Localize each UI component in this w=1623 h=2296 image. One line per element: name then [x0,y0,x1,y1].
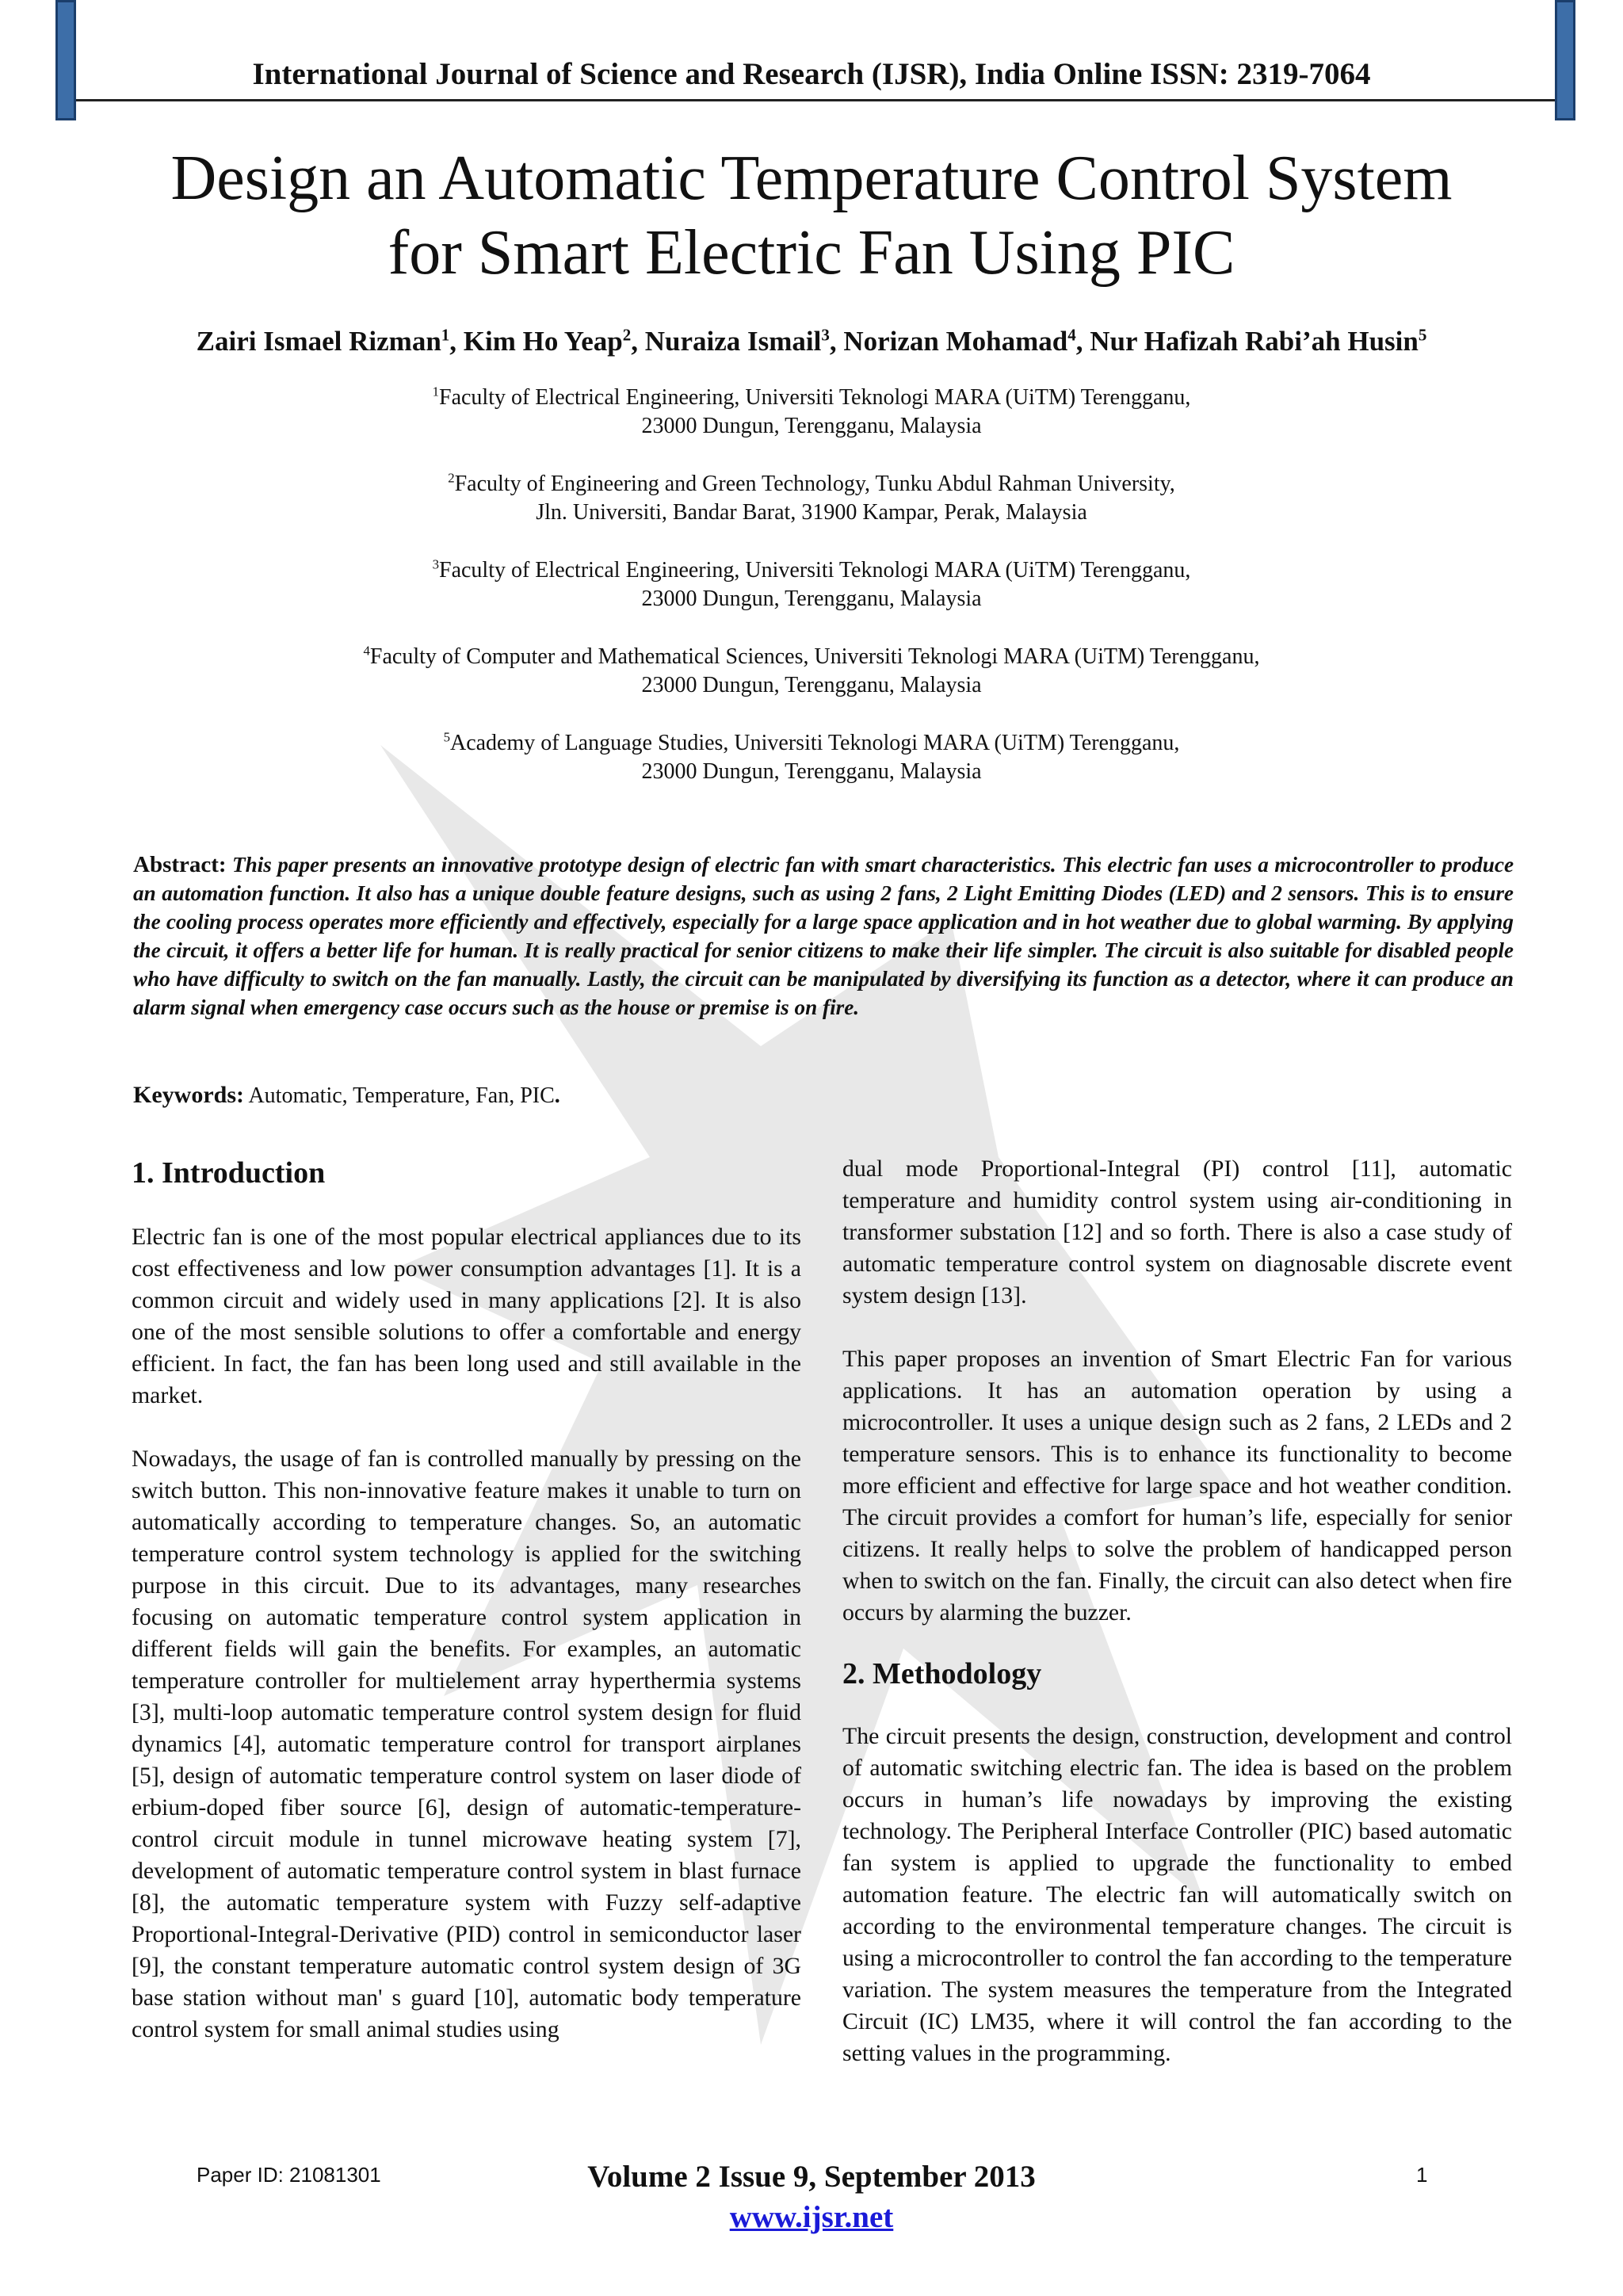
left-column [132,1153,801,2046]
keywords-text: Automatic, Temperature, Fan, PIC [248,1083,555,1108]
paragraph: This paper proposes an invention of Smart Electric Fan for various applications. It has an automation operation by using a microcontroller. It uses a unique design such as 2 fans, 2 LEDs and 2 temperature sensors. This is to enhance its functionality to become more efficient and effective for large space and hot weather condition. The circuit provides a comfort for human’s life, especially for senior citizens. It really helps to solve the problem of handicapped person when to switch on the fan. Finally, the circuit can also detect when fire occurs by alarming the buzzer. [842,1346,1512,1626]
page-number: 1 [1416,2163,1428,2187]
section-heading-introduction: 1. Introduction [132,1156,326,1190]
paragraph: The circuit presents the design, construction, development and control of automatic switching electric fan. The idea is based on the problem occurs in human’s life nowadays by improving the existing technology. The Peripheral Interface Controller (PIC) based automatic fan system is applied to upgrade the functionality to embed automation feature. The electric fan will automatically switch on according to the environmental temperature changes. The circuit is using a microcontroller to control the fan according to the temperature variation. The system measures the temperature from the Integrated Circuit (IC) LM35, where it will control the fan according to the setting values in the programming. [842,1723,1512,2066]
paragraph: Nowadays, the usage of fan is controlled manually by pressing on the switch button. This non-innovative feature makes it unable to turn on automatically according to temperature changes. So, an automatic temperature control system technology is applied for the switching purpose in this circuit. Due to its advantages, many researches focusing on automatic temperature control system application in different fields will gain the benefits. For examples, an automatic temperature controller for multielement array hyperthermia systems [3], multi-loop automatic temperature control system design for fluid dynamics [4], automatic temperature control for transport airplanes [5], design of automatic temperature control system on laser diode of erbium-doped fiber source [6], design of automatic-temperature-control circuit module in tunnel microwave heating system [7], development of automatic temperature control system in blast furnace [8], the automatic temperature system with Fuzzy self-adaptive Proportional-Integral-Derivative (PID) control in semiconductor laser [9], the constant temperature automatic control system design of 3G base station without man' s guard [10], automatic body temperature control system for small animal studies using [132,1446,801,2042]
abstract-text: This paper presents an innovative prototype design of electric fan with smart characteristics. This electric fan uses a microcontroller to produce an automation function. It also has a unique double feature designs, such as using 2 fans, 2 Light Emitting Diodes (LED) and 2 sensors. This is to ensure the cooling process operates more efficiently and effectively, especially for a large space application and in hot weather due to global warming. By applying the circuit, it offers a better life for human. It is really practical for senior citizens to make their life simpler. The circuit is also suitable for disabled people who have difficulty to switch on the fan manually. Lastly, the circuit can be manipulated by diversifying its function as a detector, where it can produce an alarm signal when emergency case occurs such as the house or premise is on fire. [133,853,1514,1019]
paper-id: Paper ID: 21081301 [197,2163,381,2187]
affiliation: $^1$Faculty of Electrical Engineering, Universiti Teknologi MARA (UiTM) Terengganu, 23000 Dungun, Terengganu, Malaysia [432,384,1191,438]
footer-url [0,2202,1623,2233]
paragraph: Electric fan is one of the most popular electrical appliances due to its cost effectiveness and low power consumption advantages [1]. It is a common circuit and widely used in many applications [2]. It is also one of the most sensible solutions to offer a comfortable and energy efficient. In fact, the fan has been long used and still available in the market. [132,1224,801,1408]
author: Nur Hafizah Rabi’ah Husin$^5$ [1090,325,1427,357]
author: Zairi Ismael Rizman$^1$, [196,325,464,357]
journal-header: International Journal of Science and Research (IJSR), India Online ISSN: 2319-7064 [252,57,1371,91]
footer-volume: Volume 2 Issue 9, September 2013 [587,2160,1036,2194]
paper-title [0,141,1623,290]
abstract [133,850,1514,1022]
author: Norizan Mohamad$^4$, [843,325,1090,357]
right-column [842,1153,1512,2069]
abstract-label: Abstract: [133,852,227,877]
author-list [0,325,1623,358]
affiliation: $^5$Academy of Language Studies, Universiti Teknologi MARA (UiTM) Terengganu, 23000 Dungun, Terengganu, Malaysia [443,729,1180,784]
affiliation-list [0,384,1623,816]
header-divider [76,99,1555,101]
title-line-2: for Smart Electric Fan Using PIC [388,218,1235,288]
author: Kim Ho Yeap$^2$, [463,325,645,357]
section-heading-methodology: 2. Methodology [842,1657,1042,1690]
affiliation: $^2$Faculty of Engineering and Green Technology, Tunku Abdul Rahman University, Jln. Universiti, Bandar Barat, 31900 Kampar, Perak, Malaysia [448,470,1175,525]
affiliation: $^3$Faculty of Electrical Engineering, Universiti Teknologi MARA (UiTM) Terengganu, 23000 Dungun, Terengganu, Malaysia [432,556,1191,611]
journal-website-link[interactable]: www.ijsr.net [729,2200,894,2234]
affiliation: $^4$Faculty of Computer and Mathematical Sciences, Universiti Teknologi MARA (UiTM) Terengganu, 23000 Dungun, Terengganu, Malaysia [363,643,1260,697]
keywords-label: Keywords: [133,1082,244,1108]
author: Nuraiza Ismail$^3$, [644,325,844,357]
title-line-1: Design an Automatic Temperature Control System [170,143,1453,213]
keywords: Keywords: Automatic, Temperature, Fan, PIC. [133,1082,560,1108]
paragraph: dual mode Proportional-Integral (PI) control [11], automatic temperature and humidity control system using air-conditioning in transformer substation [12] and so forth. There is also a case study of automatic temperature control system on diagnosable discrete event system design [13]. [842,1156,1512,1308]
